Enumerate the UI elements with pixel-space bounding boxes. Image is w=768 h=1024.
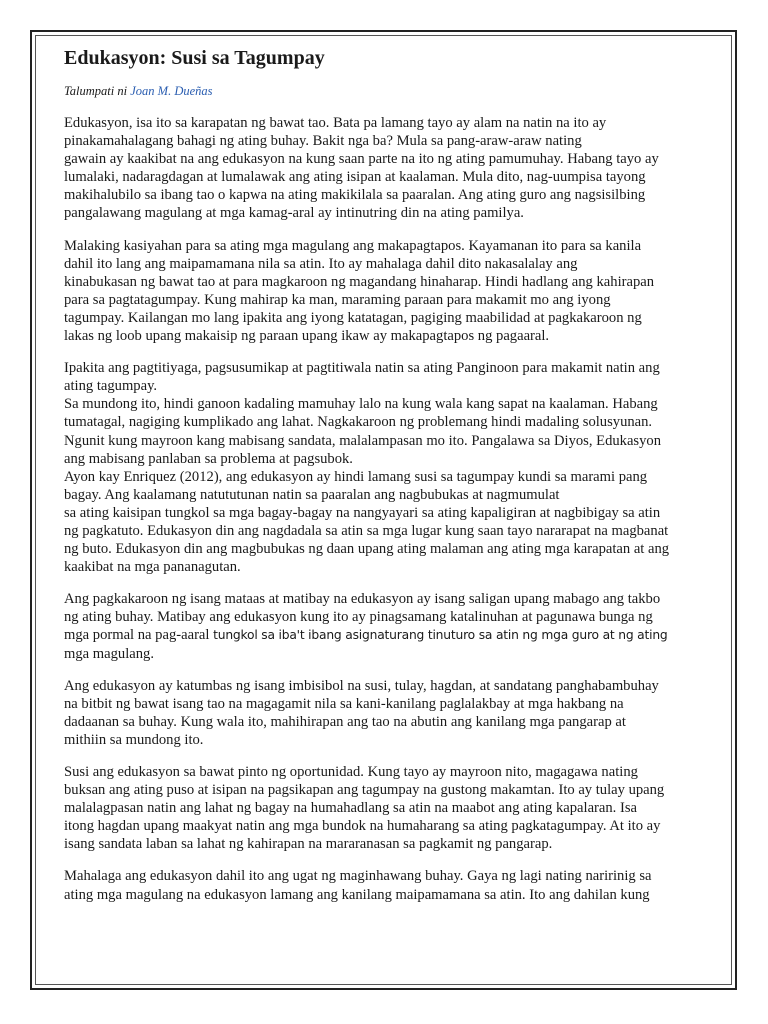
text-line: tumatagal, nagiging kumplikado ang lahat. Nagkakaroon ng problemang hindi madaling solusyunan. <box>64 414 653 431</box>
text-line: bagay. Ang kaalamang natututunan natin sa paaralan ang nagbubukas at nagmumulat <box>64 486 560 503</box>
text-line: kaakibat na mga pananagutan. <box>64 559 241 576</box>
paragraph-7 <box>64 867 732 903</box>
paragraph-4 <box>64 590 732 662</box>
text-line: dahil ito lang ang maipamamana nila sa atin. Ito ay mahalaga dahil dito nakasalalay ang <box>64 255 578 272</box>
text-line: ating tagumpay. <box>64 378 158 395</box>
text-line: isang sandata laban sa lahat ng kahirapan na mararanasan sa pagkamit ng pangarap. <box>64 836 553 853</box>
text-line: Mahalaga ang edukasyon dahil ito ang ugat ng maginhawang buhay. Gaya ng lagi nating naririnig sa <box>64 868 652 885</box>
text-line: Susi ang edukasyon sa bawat pinto ng oportunidad. Kung tayo ay mayroon nito, magagawa nating <box>64 764 638 780</box>
text-line: ating mga magulang na edukasyon lamang ang kanilang maipamamana sa atin. Ito ang dahilan kung <box>64 886 650 903</box>
text-line: gawain ay kaakibat na ang edukasyon na kung saan parte na ito ng ating pamumuhay. Habang tayo ay <box>64 151 659 168</box>
paragraph-3 <box>64 359 732 576</box>
text-line: Ang edukasyon ay katumbas ng isang imbisibol na susi, tulay, hagdan, at sandatang panghabambuhay <box>64 677 659 694</box>
text-line: lumalaki, nadaragdagan at lumalawak ang ating isipan at kaalaman. Mula dito, nag-uumpisa tayong <box>64 169 646 186</box>
text-line: Ang pagkakaroon ng isang mataas at matibay na edukasyon ay isang saligan upang mabago ang takbo <box>64 591 661 608</box>
text-line: dadaanan sa buhay. Kung wala ito, mahihirapan ang tao na abutin ang kanilang mga pangarap at <box>64 713 626 730</box>
page-inner-border <box>35 35 732 985</box>
paragraph-2 <box>64 237 732 346</box>
text-line: Sa mundong ito, hindi ganoon kadaling mamuhay lalo na kung wala kang sapat na kaalaman. Habang <box>64 396 658 413</box>
text-line: pinakamahalagang bahagi ng ating buhay. Bakit nga ba? Mula sa pang-araw-araw nating <box>64 133 582 150</box>
text-span-serif: mga pormal na pag-aaral <box>64 627 214 644</box>
text-line: Ngunit kung mayroon kang mabisang sandata, malalampasan mo ito. Pangalawa sa Diyos, Edukasyon <box>64 432 662 449</box>
text-line: tagumpay. Kailangan mo lang ipakita ang iyong katatagan, pagiging maabilidad at pagkakaroon ng <box>64 309 642 326</box>
text-line: kinabukasan ng bawat tao at para magkaroon ng magandang hinaharap. Hindi hadlang ang kahirapan <box>64 273 655 290</box>
mixed-font-line <box>64 626 732 644</box>
text-line: malalagpasan natin ang lahat ng bagay na humahadlang sa atin na maabot ang ating kapalaran. Isa <box>64 800 637 817</box>
text-line: sa ating kaisipan tungkol sa mga bagay-bagay na nangyayari sa ating kapaligiran at nagbibigay sa atin <box>64 504 661 521</box>
text-line: Ipakita ang pagtitiyaga, pagsusumikap at pagtitiwala natin sa ating Panginoon para makamit natin ang <box>64 360 660 377</box>
text-line: lakas ng loob upang makaisip ng paraan upang ikaw ay makapagtapos ng pagaaral. <box>64 328 550 345</box>
text-span-sans: tungkol sa iba't ibang asignaturang tinuturo sa atin ng mga guro at ng ating <box>213 628 668 643</box>
text-line: ng buto. Edukasyon din ang magbubukas ng daan upang ating malaman ang ating mga karapatan at ang <box>64 541 670 558</box>
text-line: ng ating buhay. Matibay ang edukasyon kung ito ay pinagsamang katalinuhan at pagunawa bunga ng <box>64 609 653 626</box>
byline <box>64 82 732 100</box>
text-line: pangalawang magulang at mga kamag-aral ay intinutring din na ating pamilya. <box>64 205 524 222</box>
text-line: Ayon kay Enriquez (2012), ang edukasyon ay hindi lamang susi sa tagumpay kundi sa marami pang <box>64 468 648 485</box>
text-line: makihalubilo sa ibang tao o kapwa na ating makikilala sa paaralan. Ang ating guro ang nagsisilbing <box>64 187 646 204</box>
text-line: itong hagdan upang maakyat natin ang mga bundok na humaharang sa ating pagkatagumpay. At ito ay <box>64 818 661 835</box>
text-line: mithiin sa mundong ito. <box>64 731 204 748</box>
document-title: Edukasyon: Susi sa Tagumpay <box>64 47 325 69</box>
text-line: buksan ang ating puso at isipan na pagsikapan ang tagumpay na gustong makamtan. Ito ay tulay upang <box>64 782 665 799</box>
text-line: Malaking kasiyahan para sa ating mga magulang ang makapagtapos. Kayamanan ito para sa kanila <box>64 237 642 254</box>
byline-prefix: Talumpati ni <box>64 84 131 98</box>
text-line: Edukasyon, isa ito sa karapatan ng bawat tao. Bata pa lamang tayo ay alam na natin na ito ay <box>64 115 607 131</box>
text-line: ang mabisang panlaban sa problema at pagsubok. <box>64 450 353 467</box>
paragraph-1 <box>64 114 732 223</box>
paragraph-6 <box>64 763 732 853</box>
author-link[interactable]: Joan M. Dueñas <box>130 84 213 98</box>
paragraph-5 <box>64 677 732 749</box>
text-line: para sa pagtatagumpay. Kung mahirap ka man, maraming paraan para makamit mo ang iyong <box>64 291 611 308</box>
text-line: na bitbit ng bawat isang tao na magagamit nila sa kani-kanilang paglalakbay at mga hakbang na <box>64 695 624 712</box>
text-line: ng pagkatuto. Edukasyon din ang nagdadala sa atin sa mga lugar kung saan tayo nararapat na magbanat <box>64 522 669 539</box>
page-border <box>30 30 737 990</box>
text-line: mga magulang. <box>64 645 154 662</box>
document-body <box>64 44 732 904</box>
